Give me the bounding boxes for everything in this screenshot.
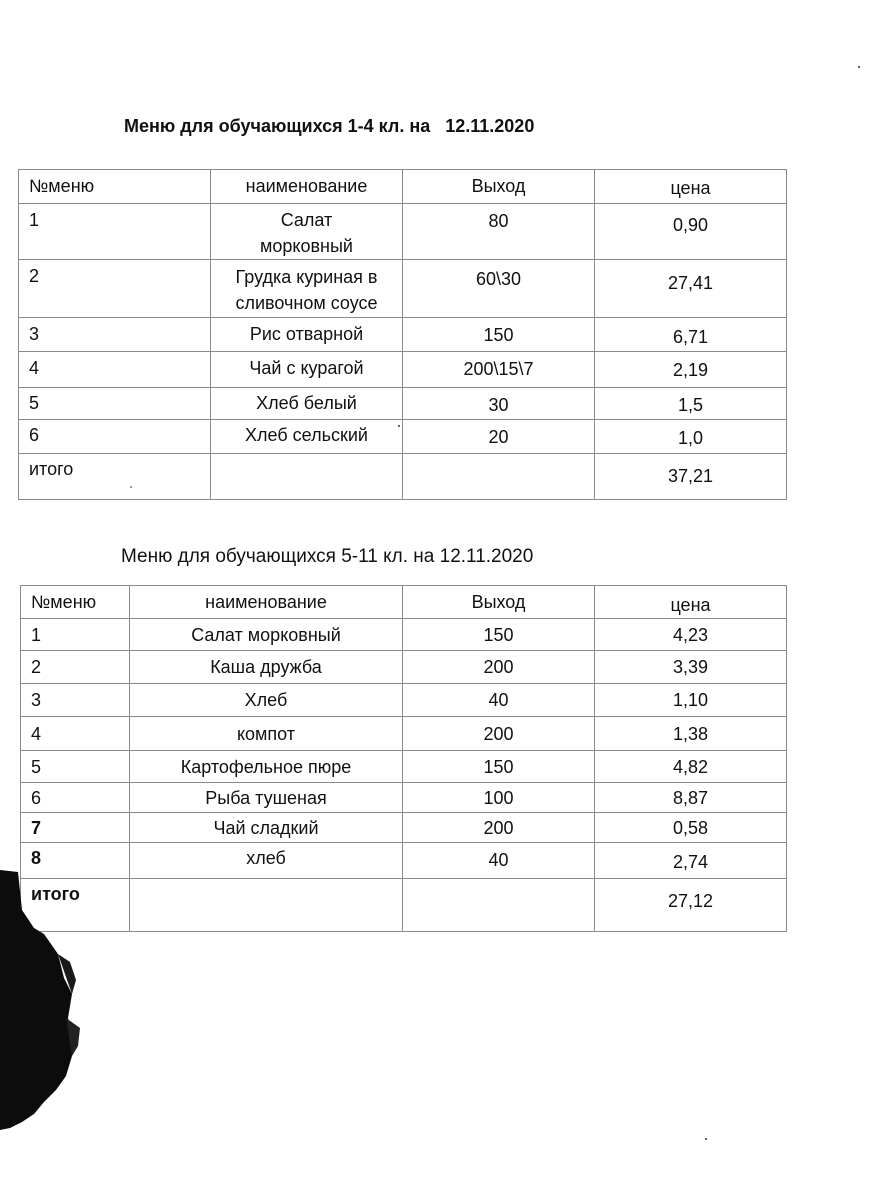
- table-row: [19, 204, 787, 260]
- scan-speck: [398, 425, 400, 427]
- table-row: [21, 619, 787, 651]
- row-price: 0,90: [595, 204, 787, 260]
- row-number: 1: [19, 204, 211, 260]
- empty-cell: [130, 879, 403, 932]
- empty-cell: [403, 454, 595, 500]
- row-price: 2,74: [595, 843, 787, 879]
- table-row: [19, 420, 787, 454]
- table-row: [21, 813, 787, 843]
- row-name: Хлеб: [130, 684, 403, 717]
- row-number: 5: [19, 388, 211, 420]
- row-name: компот: [130, 717, 403, 751]
- row-price: 2,19: [595, 352, 787, 388]
- row-output: 60\30: [403, 260, 595, 318]
- row-number: 3: [19, 318, 211, 352]
- row-number: 6: [21, 783, 130, 813]
- table-row: [19, 388, 787, 420]
- row-output: 30: [403, 388, 595, 420]
- table-total-row: [19, 454, 787, 500]
- table-row: [21, 843, 787, 879]
- menu-2-table: [20, 585, 787, 932]
- menu-1-table: [18, 169, 787, 500]
- row-price: 1,38: [595, 717, 787, 751]
- table-row: [19, 352, 787, 388]
- total-label: итого: [19, 454, 211, 500]
- row-number: 2: [19, 260, 211, 318]
- table-total-row: [21, 879, 787, 932]
- row-number: 2: [21, 651, 130, 684]
- row-output: 20: [403, 420, 595, 454]
- scan-blot: [0, 870, 90, 1130]
- row-number: 5: [21, 751, 130, 783]
- row-price: 0,58: [595, 813, 787, 843]
- table-row: [21, 783, 787, 813]
- row-price: 1,0: [595, 420, 787, 454]
- row-price: 1,5: [595, 388, 787, 420]
- header-output: Выход: [403, 170, 595, 204]
- row-output: 100: [403, 783, 595, 813]
- row-output: 200: [403, 813, 595, 843]
- scan-speck: [130, 486, 132, 488]
- row-number: 1: [21, 619, 130, 651]
- table-row: [21, 684, 787, 717]
- row-price: 3,39: [595, 651, 787, 684]
- row-output: 150: [403, 751, 595, 783]
- header-price: цена: [595, 170, 787, 204]
- row-name: Салат морковный: [211, 204, 403, 260]
- row-number: 3: [21, 684, 130, 717]
- row-name: Рис отварной: [211, 318, 403, 352]
- row-output: 200: [403, 651, 595, 684]
- table-row: [19, 260, 787, 318]
- row-number: 7: [21, 813, 130, 843]
- row-name: Хлеб сельский: [211, 420, 403, 454]
- header-name: наименование: [130, 586, 403, 619]
- menu-2-title: Меню для обучающихся 5-11 кл. на 12.11.2020: [121, 546, 534, 567]
- row-output: 80: [403, 204, 595, 260]
- header-menu-number: №меню: [21, 586, 130, 619]
- header-output: Выход: [403, 586, 595, 619]
- menu-1-title: Меню для обучающихся 1-4 кл. на 12.11.2020: [124, 116, 535, 136]
- row-output: 200\15\7: [403, 352, 595, 388]
- row-number: 4: [21, 717, 130, 751]
- total-value: 27,12: [595, 879, 787, 932]
- row-output: 40: [403, 684, 595, 717]
- total-label: итого: [21, 879, 130, 932]
- row-output: 200: [403, 717, 595, 751]
- row-name: Чай сладкий: [130, 813, 403, 843]
- row-output: 40: [403, 843, 595, 879]
- row-price: 8,87: [595, 783, 787, 813]
- row-name: Рыба тушеная: [130, 783, 403, 813]
- header-name: наименование: [211, 170, 403, 204]
- header-price: цена: [595, 586, 787, 619]
- row-price: 4,23: [595, 619, 787, 651]
- row-price: 27,41: [595, 260, 787, 318]
- row-name: Салат морковный: [130, 619, 403, 651]
- row-name: Хлеб белый: [211, 388, 403, 420]
- row-price: 1,10: [595, 684, 787, 717]
- header-menu-number: №меню: [19, 170, 211, 204]
- row-number: 8: [21, 843, 130, 879]
- row-number: 6: [19, 420, 211, 454]
- table-row: [21, 717, 787, 751]
- table-row: [19, 318, 787, 352]
- row-output: 150: [403, 619, 595, 651]
- row-price: 4,82: [595, 751, 787, 783]
- row-name: Грудка куриная в сливочном соусе: [211, 260, 403, 318]
- row-name: хлеб: [130, 843, 403, 879]
- table-row: [21, 751, 787, 783]
- row-name: Каша дружба: [130, 651, 403, 684]
- table-header-row: [19, 170, 787, 204]
- scan-speck: [858, 66, 860, 68]
- scan-speck: [705, 1138, 707, 1140]
- empty-cell: [403, 879, 595, 932]
- row-number: 4: [19, 352, 211, 388]
- empty-cell: [211, 454, 403, 500]
- row-output: 150: [403, 318, 595, 352]
- row-name: Чай с курагой: [211, 352, 403, 388]
- table-header-row: [21, 586, 787, 619]
- row-price: 6,71: [595, 318, 787, 352]
- row-name: Картофельное пюре: [130, 751, 403, 783]
- table-row: [21, 651, 787, 684]
- total-value: 37,21: [595, 454, 787, 500]
